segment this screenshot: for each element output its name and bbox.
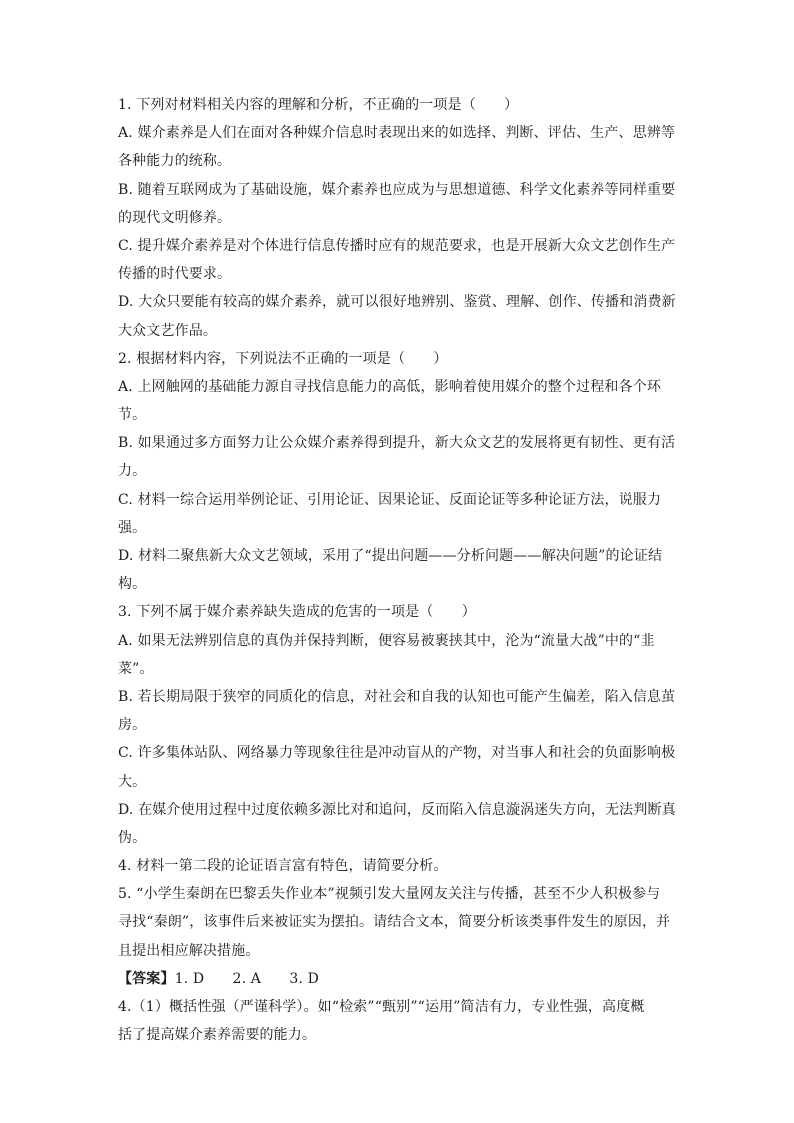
question-2-option-d: D. 材料二聚焦新大众文艺领域，采用了“提出问题——分析问题——解决问题”的论证结	[118, 548, 663, 564]
question-2-option-a-cont: 节。	[118, 407, 147, 424]
question-3-option-b: B. 若长期局限于狭窄的同质化的信息，对社会和自我的认知也可能产生偏差，陷入信息茧	[118, 688, 676, 705]
question-3-option-c: C. 许多集体站队、网络暴力等现象往往是冲动盲从的产物，对当事人和社会的负面影响极	[118, 745, 676, 762]
question-3-option-b-cont: 房。	[118, 717, 147, 734]
question-2	[118, 345, 680, 599]
answer-label: 【答案】	[118, 970, 175, 987]
question-5	[118, 880, 680, 965]
question-1-option-c-cont: 传播的时代要求。	[118, 266, 232, 283]
question-2-option-b: B. 如果通过多方面努力让公众媒介素养得到提升，新大众文艺的发展将更有韧性、更有活	[118, 435, 676, 452]
answer-explanation-line-2: 括了提高媒介素养需要的能力。	[118, 1027, 317, 1044]
answer-choices: 1. D 2. A 3. D	[174, 970, 319, 987]
question-2-option-d-cont: 构。	[118, 576, 147, 593]
question-5-stem-line-1: 5. “小学生秦朗在巴黎丢失作业本”视频引发大量网友关注与传播，甚至不少人积极参与	[118, 886, 661, 903]
question-3-option-a: A. 如果无法辨别信息的真伪并保持判断，便容易被裹挟其中，沦为“流量大战”中的“韭	[118, 632, 655, 649]
question-1-option-b: B. 随着互联网成为了基础设施，媒介素养也应成为与思想道德、科学文化素养等同样重要	[118, 181, 676, 198]
question-1-stem: 1. 下列对材料相关内容的理解和分析，不正确的一项是（ ）	[118, 97, 519, 113]
answer-explanation-line-1: 4.（1）概括性强（严谨科学）。如“检索”“甄别”“运用”简洁有力，专业性强，高度概	[118, 999, 645, 1015]
question-5-stem-line-2: 寻找“秦朗”，该事件后来被证实为摆拍。请结合文本，简要分析该类事件发生的原因，并	[118, 914, 671, 931]
question-1-option-a-cont: 各种能力的统称。	[118, 153, 232, 170]
question-4-stem: 4. 材料一第二段的论证语言富有特色，请简要分析。	[118, 858, 448, 875]
question-5-stem-line-3: 且提出相应解决措施。	[118, 942, 260, 959]
question-2-stem: 2. 根据材料内容，下列说法不正确的一项是（ ）	[118, 350, 448, 367]
question-3-option-c-cont: 大。	[118, 773, 147, 790]
question-3-option-d: D. 在媒介使用过程中过度依赖多源比对和追问，反而陷入信息漩涡迷失方向，无法判断真	[118, 801, 676, 818]
question-3-option-d-cont: 伪。	[118, 829, 147, 846]
answer-choices-line	[118, 965, 680, 993]
question-2-option-c: C. 材料一综合运用举例论证、引用论证、因果论证、反面论证等多种论证方法，说服力	[118, 491, 662, 508]
question-1-option-a: A. 媒介素养是人们在面对各种媒介信息时表现出来的如选择、判断、评估、生产、思辨等	[118, 125, 676, 142]
question-3-option-a-cont: 菜”。	[118, 660, 154, 677]
question-2-option-a: A. 上网触网的基础能力源自寻找信息能力的高低，影响着使用媒介的整个过程和各个环	[118, 378, 662, 395]
question-3	[118, 598, 680, 852]
question-3-stem: 3. 下列不属于媒介素养缺失造成的危害的一项是（ ）	[118, 604, 476, 621]
answer-section	[118, 965, 680, 1050]
question-2-option-c-cont: 强。	[118, 519, 147, 536]
question-1	[118, 91, 680, 345]
question-1-option-b-cont: 的现代文明修养。	[118, 209, 232, 226]
question-1-option-d: D. 大众只要能有较高的媒介素养，就可以很好地辨别、鉴赏、理解、创作、传播和消费新	[118, 294, 676, 311]
question-1-option-d-cont: 大众文艺作品。	[118, 322, 218, 339]
question-4	[118, 852, 680, 880]
exam-page	[118, 91, 680, 1049]
question-1-option-c: C. 提升媒介素养是对个体进行信息传播时应有的规范要求，也是开展新大众文艺创作生产	[118, 237, 676, 254]
question-2-option-b-cont: 力。	[118, 463, 147, 480]
